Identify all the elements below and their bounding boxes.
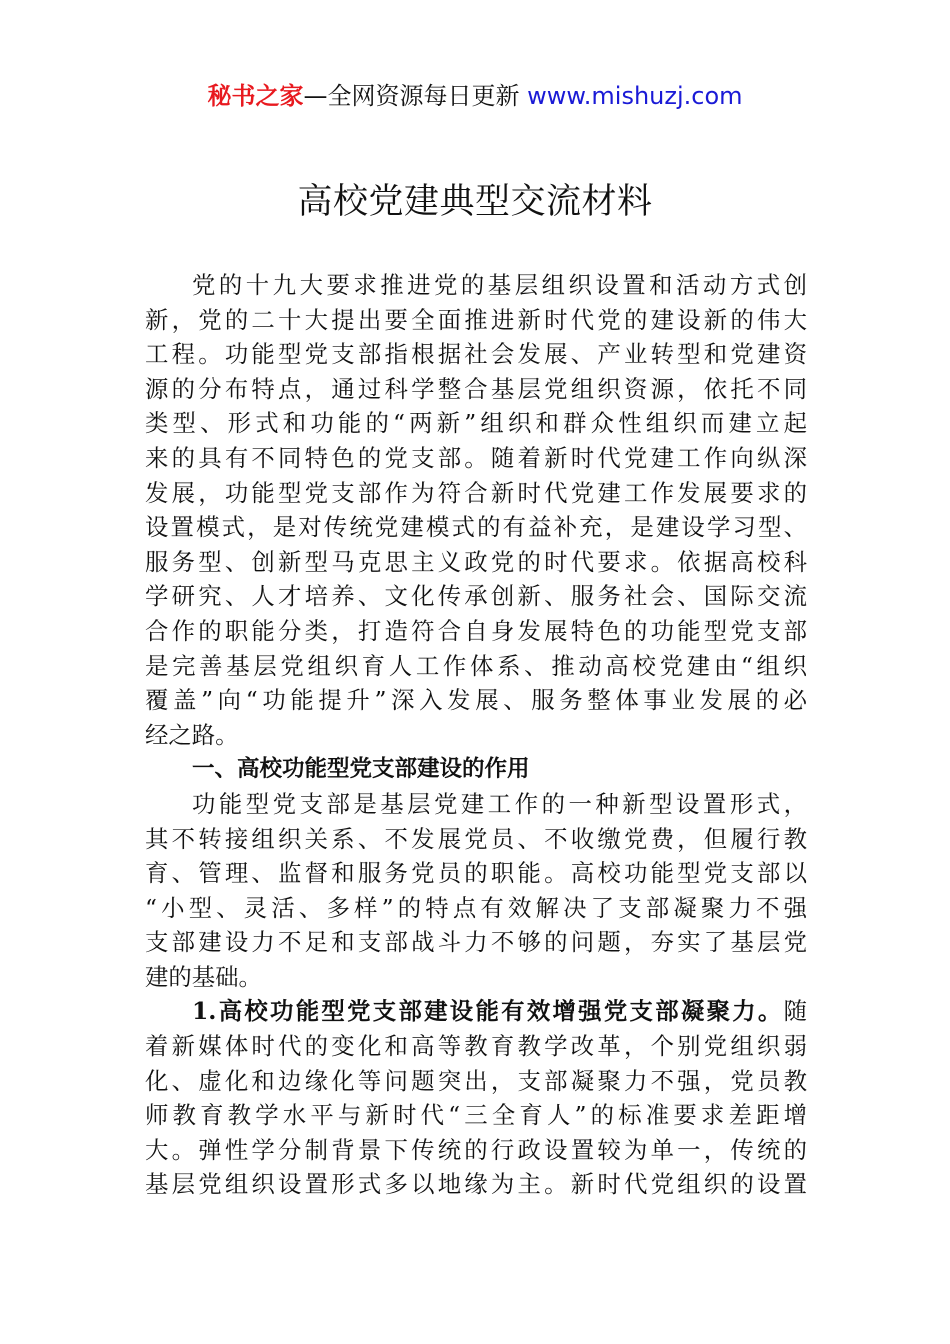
text-line: 新，党的二十大提出要全面推进新时代党的建设新的伟大 [145, 305, 807, 334]
text-line: 大。弹性学分制背景下传统的行政设置较为单一，传统的 [145, 1135, 807, 1164]
text-line: 经之路。 [145, 720, 239, 749]
banner-tagline: —全网资源每日更新 [303, 82, 520, 110]
text-line: 功能型党支部是基层党建工作的一种新型设置形式， [192, 789, 807, 818]
text-line: 其不转接组织关系、不发展党员、不收缴党费，但履行教 [145, 824, 807, 853]
text-line: 着新媒体时代的变化和高等教育教学改革，个别党组织弱 [145, 1032, 807, 1061]
text-line: 育、管理、监督和服务党员的职能。高校功能型党支部以 [145, 859, 807, 888]
text-line: 支部建设力不足和支部战斗力不够的问题，夯实了基层党 [145, 928, 807, 957]
intro-paragraph [145, 268, 807, 752]
text-line: 服务型、创新型马克思主义政党的时代要求。依据高校科 [145, 547, 807, 576]
text-line: 师教育教学水平与新时代“三全育人”的标准要求差距增 [145, 1101, 807, 1130]
text-line: 基层党组织设置形式多以地缘为主。新时代党组织的设置 [145, 1170, 807, 1199]
text-fragment: 随 [783, 997, 807, 1026]
point-heading: 1.高校功能型党支部建设能有效增强党支部凝聚力。 [192, 997, 784, 1026]
text-line: 发展，功能型党支部作为符合新时代党建工作发展要求的 [145, 478, 807, 507]
text-line: 覆盖”向“功能提升”深入发展、服务整体事业发展的必 [145, 686, 807, 715]
section1-paragraph [145, 787, 807, 995]
text-line: 设置模式，是对传统党建模式的有益补充，是建设学习型、 [145, 513, 807, 542]
text-line: “小型、灵活、多样”的特点有效解决了支部凝聚力不强 [145, 893, 807, 922]
document-body [145, 268, 807, 1202]
section-heading: 一、高校功能型党支部建设的作用 [192, 756, 530, 783]
site-banner [0, 80, 950, 112]
text-line: 是完善基层党组织育人工作体系、推动高校党建由“组织 [145, 651, 807, 680]
text-line: 工程。功能型党支部指根据社会发展、产业转型和党建资 [145, 340, 807, 369]
text-line [145, 994, 807, 1029]
banner-brand: 秘书之家 [207, 82, 304, 110]
text-line: 源的分布特点，通过科学整合基层党组织资源，依托不同 [145, 374, 807, 403]
text-line: 合作的职能分类，打造符合自身发展特色的功能型党支部 [145, 616, 807, 645]
point1-paragraph [145, 994, 807, 1202]
text-line: 化、虚化和边缘化等问题突出，支部凝聚力不强，党员教 [145, 1066, 807, 1095]
document-title: 高校党建典型交流材料 [297, 182, 653, 222]
text-line: 类型、形式和功能的“两新”组织和群众性组织而建立起 [145, 409, 807, 438]
text-line: 建的基础。 [145, 962, 262, 991]
text-line: 党的十九大要求推进党的基层组织设置和活动方式创 [192, 271, 807, 299]
text-line: 学研究、人才培养、文化传承创新、服务社会、国际交流 [145, 582, 807, 611]
text-line: 来的具有不同特色的党支部。随着新时代党建工作向纵深 [145, 443, 807, 472]
banner-url-link[interactable]: www.mishuzj.com [527, 82, 743, 110]
